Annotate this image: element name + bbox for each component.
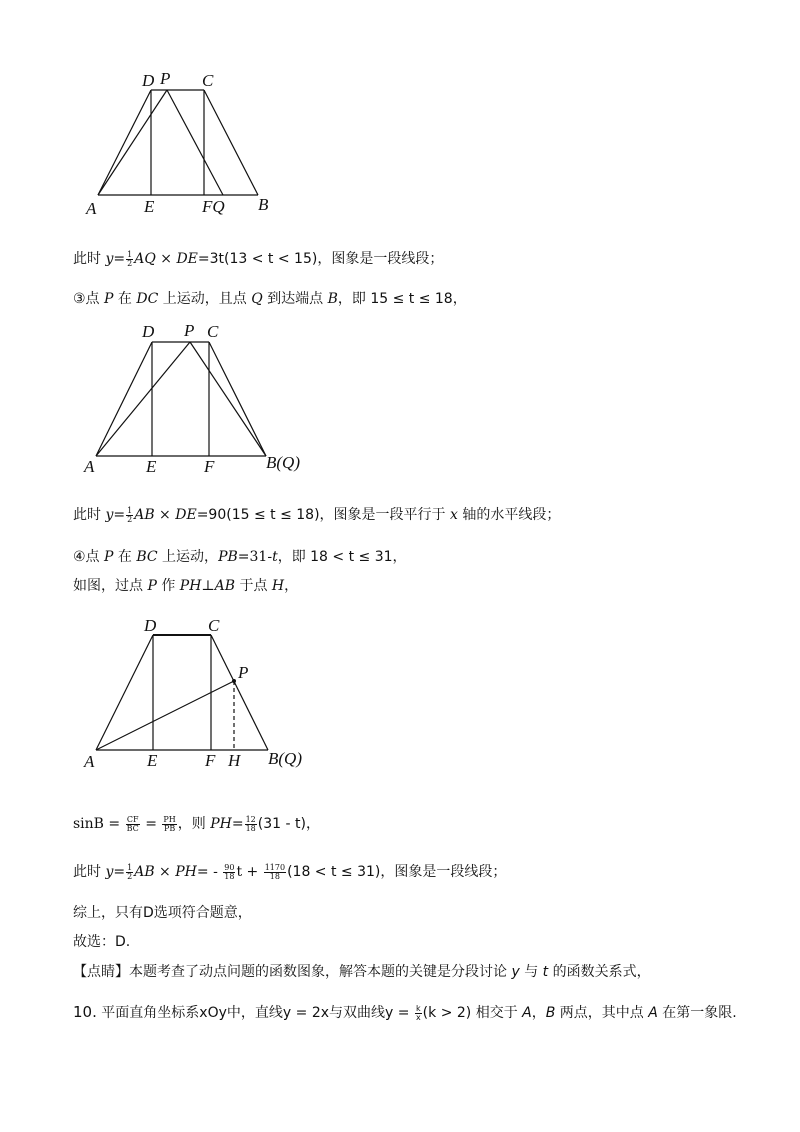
segment-PB <box>190 342 266 456</box>
text-line-9: 故选：D. <box>73 934 131 950</box>
fraction-k-x: $\frac{k}{x}$ <box>415 1003 421 1022</box>
figure-3-svg <box>80 615 320 775</box>
fraction-cf-bc: $\frac{CF}{BC}$ <box>126 814 139 833</box>
segment-AP <box>98 90 167 195</box>
figure-trapezoid-2 <box>80 322 320 477</box>
figure-trapezoid-3 <box>80 615 320 775</box>
text-line-5: 如图，过点 P 作 PH⊥AB 于点 H， <box>73 578 299 594</box>
label-B: B <box>258 195 269 214</box>
fraction-half: $\frac{1}{2}$ <box>127 505 133 524</box>
segment-CB <box>211 635 268 750</box>
label-F: F <box>205 751 216 770</box>
text-line-6: sinB = $\frac{CF}{BC}$ = $\frac{PH}{PB}$ ，则 PH= $\frac{12}{18}$ (31 - t)， <box>73 814 320 833</box>
label-A: A <box>84 457 95 476</box>
segment-CB <box>204 90 258 195</box>
label-E: E <box>144 197 155 216</box>
figure-1-svg <box>80 69 280 218</box>
label-C: C <box>202 71 214 90</box>
text-line-2: ③点 P 在 DC 上运动，且点 Q 到达端点 B，即 15 ≤ t ≤ 18， <box>73 291 467 307</box>
question-number: 10. <box>73 1003 97 1021</box>
label-P: P <box>184 321 195 340</box>
segment-AD <box>98 90 151 195</box>
text-line-10: 【点睛】本题考查了动点问题的函数图象，解答本题的关键是分段讨论 y 与 t 的函数关系式， <box>73 964 651 980</box>
question-10: 10. 平面直角坐标系xOy中，直线y = 2x与双曲线y = $\frac{k}{x}$ (k > 2) 相交于 A，B 两点，其中点 A 在第一象限. <box>73 1003 737 1022</box>
fraction-half: $\frac{1}{2}$ <box>127 862 133 881</box>
text-line-8: 综上，只有D选项符合题意， <box>73 905 252 921</box>
text-line-7: 此时 y= $\frac{1}{2}$ AB × PH= - $\frac{90}{18}$ t + $\frac{1170}{18}$ (18 < t ≤ 31)，图象是一段线段； <box>73 862 507 881</box>
label-C: C <box>207 322 219 341</box>
label-FQ: FQ <box>202 197 225 216</box>
fraction-12-18: $\frac{12}{18}$ <box>245 814 256 833</box>
label-BQ: B(Q) <box>268 749 302 768</box>
fraction-half: $\frac{1}{2}$ <box>127 249 133 268</box>
segment-AD <box>96 635 153 750</box>
segment-PQ <box>167 90 223 195</box>
label-E: E <box>146 457 157 476</box>
segment-CB <box>209 342 266 456</box>
label-A: A <box>86 199 97 218</box>
fraction-ph-pb: $\frac{PH}{PB}$ <box>163 814 176 833</box>
label-P: P <box>160 69 171 88</box>
label-E: E <box>147 751 158 770</box>
text-line-4: ④点 P 在 BC 上运动，PB=31-t，即 18 < t ≤ 31， <box>73 549 407 565</box>
segment-AP <box>96 681 234 750</box>
label-P: P <box>238 663 249 682</box>
fraction-90-18: $\frac{90}{18}$ <box>224 862 235 881</box>
label-F: F <box>204 457 215 476</box>
fraction-1170-18: $\frac{1170}{18}$ <box>264 862 286 881</box>
label-D: D <box>142 71 155 90</box>
label-A: A <box>84 752 95 771</box>
label-C: C <box>208 616 220 635</box>
text-line-1: 此时 y= $\frac{1}{2}$ AQ × DE=3t(13 < t < 15)，图象是一段线段； <box>73 249 444 268</box>
label-H: H <box>228 751 241 770</box>
text-line-3: 此时 y= $\frac{1}{2}$ AB × DE=90(15 ≤ t ≤ 18)，图象是一段平行于 x 轴的水平线段； <box>73 505 561 524</box>
label-BQ: B(Q) <box>266 453 300 472</box>
figure-trapezoid-1 <box>80 69 280 218</box>
figure-2-svg <box>80 322 320 477</box>
label-D: D <box>144 616 157 635</box>
label-D: D <box>142 322 155 341</box>
point-P <box>232 679 236 683</box>
